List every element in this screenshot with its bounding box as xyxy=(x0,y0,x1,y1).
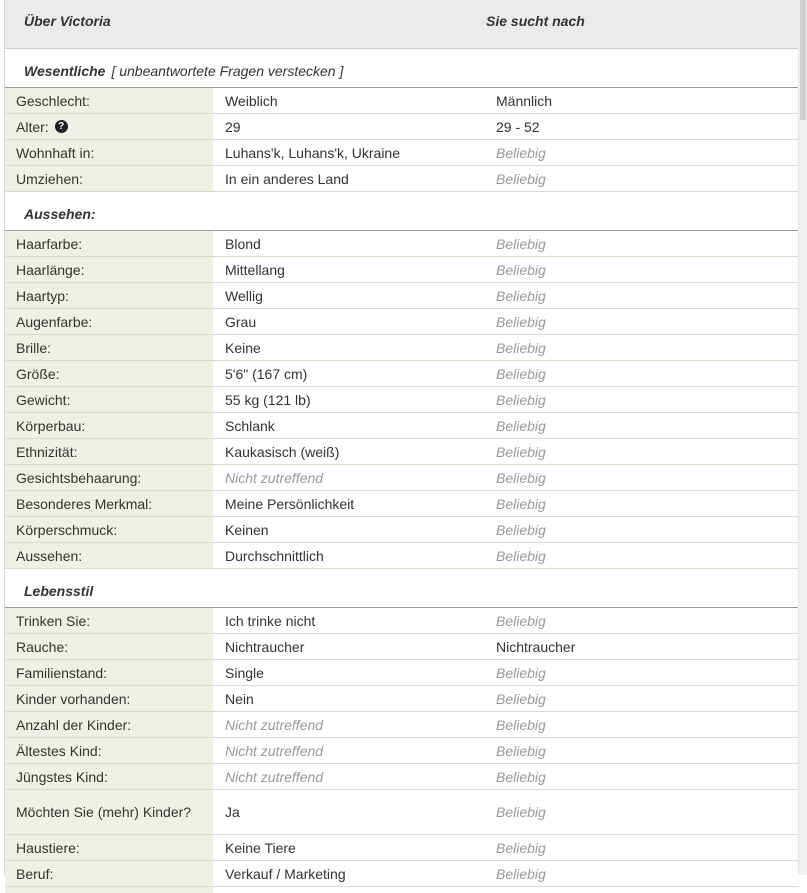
profile-value: Nicht zutreffend xyxy=(225,742,324,759)
section-title xyxy=(24,206,96,222)
row-label: Gesichtsbehaarung: xyxy=(16,469,142,486)
profile-value: Keine Tiere xyxy=(225,839,296,856)
profile-value: Nichtraucher xyxy=(225,638,305,655)
table-row xyxy=(5,166,799,192)
row-label-cell xyxy=(5,634,213,659)
table-row xyxy=(5,257,799,283)
seeking-value: Beliebig xyxy=(496,417,546,434)
seeking-value: Beliebig xyxy=(496,495,546,512)
seeking-value: Männlich xyxy=(496,92,553,109)
profile-value: Weiblich xyxy=(225,92,278,109)
table-row xyxy=(5,114,799,140)
seeking-value: Beliebig xyxy=(496,235,546,252)
row-label: Haartyp: xyxy=(16,287,69,304)
table-row xyxy=(5,140,799,166)
row-label: Wohnhaft in: xyxy=(16,144,95,161)
row-label-cell xyxy=(5,114,213,139)
table-row xyxy=(5,439,799,465)
profile-value: 5'6" (167 cm) xyxy=(225,365,308,382)
seeking-value: Beliebig xyxy=(496,170,546,187)
table-row xyxy=(5,686,799,712)
section-header xyxy=(5,569,799,608)
seeking-value: Nichtraucher xyxy=(496,638,576,655)
profile-value: Blond xyxy=(225,235,261,252)
row-label-cell xyxy=(5,361,213,386)
seeking-value: Beliebig xyxy=(496,804,546,820)
table-continuation xyxy=(5,887,799,893)
profile-value: Wellig xyxy=(225,287,263,304)
row-label-cell xyxy=(5,413,213,438)
seeking-value: Beliebig xyxy=(496,469,546,486)
row-label: Möchten Sie (mehr) Kinder? xyxy=(16,804,192,820)
hide-unanswered-link[interactable]: [ unbeantwortete Fragen verstecken ] xyxy=(111,63,344,79)
section-title-text: Wesentliche xyxy=(24,63,106,79)
profile-value: Meine Persönlichkeit xyxy=(225,495,355,512)
section-header xyxy=(5,192,799,231)
row-label-cell xyxy=(5,439,213,464)
row-label: Beruf: xyxy=(16,865,54,882)
profile-value: Verkauf / Marketing xyxy=(225,865,346,882)
table-row xyxy=(5,517,799,543)
row-label: Umziehen: xyxy=(16,170,83,187)
seeking-value: Beliebig xyxy=(496,443,546,460)
seeking-value: Beliebig xyxy=(496,716,546,733)
seeking-value: Beliebig xyxy=(496,690,546,707)
table-row xyxy=(5,361,799,387)
seeking-value: Beliebig xyxy=(496,339,546,356)
profile-value: Durchschnittlich xyxy=(225,547,324,564)
profile-value: Luhans'k, Luhans'k, Ukraine xyxy=(225,144,401,161)
row-label: Geschlecht: xyxy=(16,92,90,109)
row-label: Trinken Sie: xyxy=(16,612,91,629)
section-header xyxy=(5,49,799,88)
row-label: Ältestes Kind: xyxy=(16,742,102,759)
scrollbar[interactable] xyxy=(798,0,807,875)
profile-details xyxy=(4,0,800,882)
row-label: Kinder vorhanden: xyxy=(16,690,131,707)
seeking-value: Beliebig xyxy=(496,547,546,564)
seeking-value: Beliebig xyxy=(496,664,546,681)
seeking-value: Beliebig xyxy=(496,839,546,856)
row-label-cell xyxy=(5,257,213,282)
row-label-cell xyxy=(5,790,213,834)
row-label-cell xyxy=(5,712,213,737)
table-row xyxy=(5,608,799,634)
table-row xyxy=(5,543,799,569)
table-row xyxy=(5,387,799,413)
section-title-text: Aussehen: xyxy=(24,206,96,222)
seeking-value: Beliebig xyxy=(496,612,546,629)
profile-value: Nicht zutreffend xyxy=(225,768,324,785)
row-label: Körperschmuck: xyxy=(16,521,118,538)
row-label-cell xyxy=(5,543,213,568)
table-row xyxy=(5,712,799,738)
table-row xyxy=(5,335,799,361)
row-label-cell xyxy=(5,465,213,490)
table-row xyxy=(5,790,799,835)
row-label: Haustiere: xyxy=(16,839,80,856)
seeking-value: Beliebig xyxy=(496,365,546,382)
profile-value: Ja xyxy=(225,804,240,820)
row-label-cell xyxy=(5,608,213,633)
seeking-value: Beliebig xyxy=(496,865,546,882)
table-row xyxy=(5,660,799,686)
row-label-cell xyxy=(5,517,213,542)
profile-value: Nein xyxy=(225,690,254,707)
profile-value: Nicht zutreffend xyxy=(225,716,324,733)
profile-value: 55 kg (121 lb) xyxy=(225,391,311,408)
scrollbar-thumb[interactable] xyxy=(800,0,806,120)
seeking-value: Beliebig xyxy=(496,742,546,759)
row-label: Augenfarbe: xyxy=(16,313,93,330)
row-label-cell xyxy=(5,738,213,763)
profile-value: Keinen xyxy=(225,521,269,538)
seeking-value: Beliebig xyxy=(496,521,546,538)
row-label: Aussehen: xyxy=(16,547,83,564)
profile-header xyxy=(5,0,799,49)
row-label: Besonderes Merkmal: xyxy=(16,495,153,512)
row-label-cell xyxy=(5,140,213,165)
row-label: Rauche: xyxy=(16,638,69,655)
table-row xyxy=(5,491,799,517)
profile-value: Single xyxy=(225,664,264,681)
table-row xyxy=(5,413,799,439)
seeking-value: Beliebig xyxy=(496,261,546,278)
row-label-cell xyxy=(5,283,213,308)
row-label-cell xyxy=(5,835,213,860)
row-label: Familienstand: xyxy=(16,664,108,681)
table-row xyxy=(5,309,799,335)
section-title xyxy=(24,583,93,599)
profile-value: Mittellang xyxy=(225,261,285,278)
row-label: Körperbau: xyxy=(16,417,86,434)
row-label-cell xyxy=(5,387,213,412)
row-label-cell xyxy=(5,861,213,886)
profile-value: Schlank xyxy=(225,417,275,434)
profile-value: Keine xyxy=(225,339,261,356)
row-label-cell xyxy=(5,686,213,711)
row-label: Ethnizität: xyxy=(16,443,78,460)
profile-sections xyxy=(5,49,799,887)
row-label: Größe: xyxy=(16,365,60,382)
row-label: Haarfarbe: xyxy=(16,235,83,252)
table-row xyxy=(5,283,799,309)
row-label: Anzahl der Kinder: xyxy=(16,716,132,733)
profile-value: In ein anderes Land xyxy=(225,170,349,187)
help-icon[interactable]: ? xyxy=(55,120,68,133)
table-row xyxy=(5,835,799,861)
seeking-value: Beliebig xyxy=(496,391,546,408)
table-row xyxy=(5,634,799,660)
profile-value: Nicht zutreffend xyxy=(225,469,324,486)
section-title xyxy=(24,63,343,79)
seeking-value: Beliebig xyxy=(496,768,546,785)
seeking-value: 29 - 52 xyxy=(496,118,540,135)
seeking-value: Beliebig xyxy=(496,144,546,161)
section-title-text: Lebensstil xyxy=(24,583,94,599)
table-row xyxy=(5,738,799,764)
row-label-cell xyxy=(5,88,213,113)
row-label: Gewicht: xyxy=(16,391,71,408)
row-label: Jüngstes Kind: xyxy=(16,768,108,785)
table-row xyxy=(5,88,799,114)
table-row xyxy=(5,764,799,790)
profile-value: Ich trinke nicht xyxy=(225,612,316,629)
row-label: Brille: xyxy=(16,339,52,356)
row-label-cell xyxy=(5,166,213,191)
row-label-cell xyxy=(5,231,213,256)
profile-value: 29 xyxy=(225,118,241,135)
row-label: Alter: xyxy=(16,118,49,135)
profile-value: Kaukasisch (weiß) xyxy=(225,443,340,460)
row-label-cell xyxy=(5,309,213,334)
seeking-value: Beliebig xyxy=(496,313,546,330)
about-heading: Über Victoria xyxy=(24,13,111,29)
table-row xyxy=(5,465,799,491)
row-label-cell xyxy=(5,335,213,360)
row-label-cell xyxy=(5,660,213,685)
row-label: Haarlänge: xyxy=(16,261,85,278)
row-label-cell xyxy=(5,764,213,789)
table-row xyxy=(5,861,799,887)
table-row xyxy=(5,231,799,257)
seeking-heading: Sie sucht nach xyxy=(486,13,585,29)
row-label-cell xyxy=(5,491,213,516)
profile-value: Grau xyxy=(225,313,257,330)
seeking-value: Beliebig xyxy=(496,287,546,304)
